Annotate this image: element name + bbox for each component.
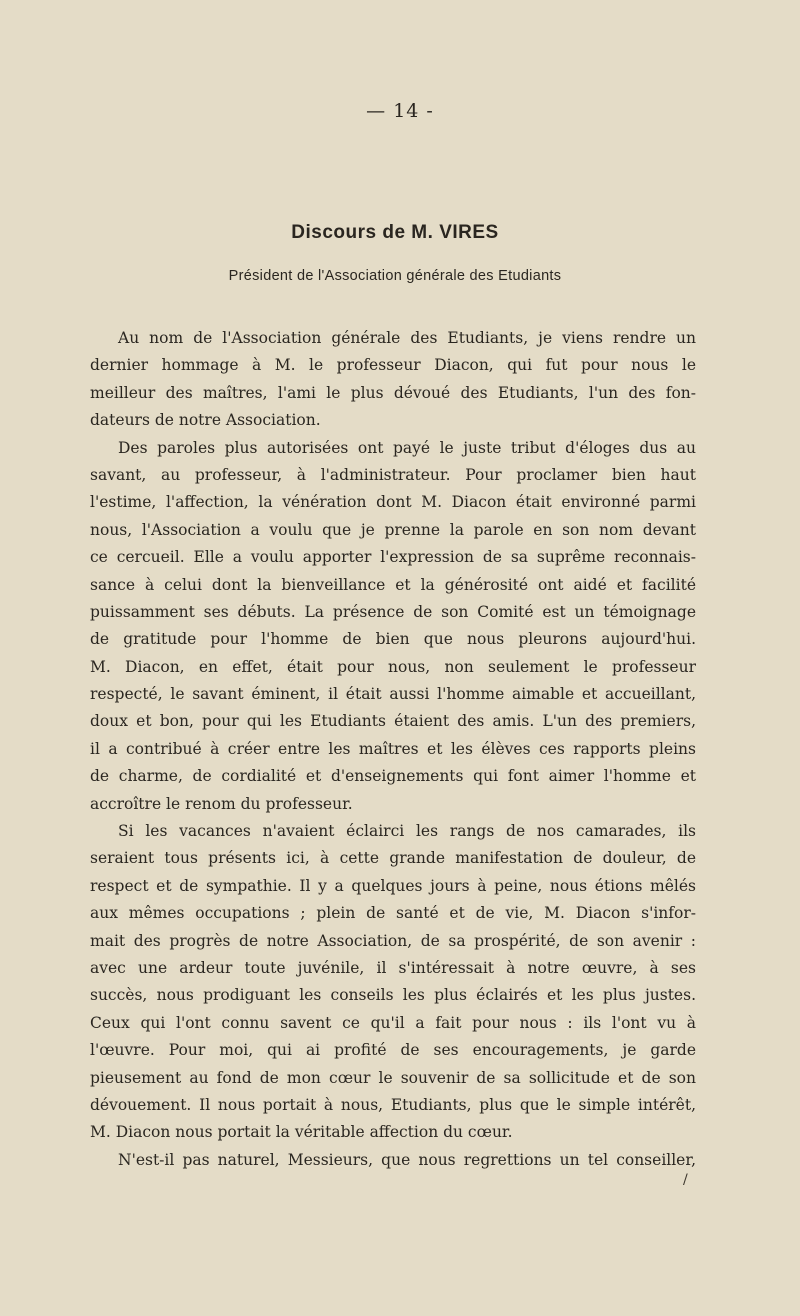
text-line: pieusement au fond de mon cœur le souvenir de sa sollicitude et de son: [90, 1068, 696, 1087]
text-line: meilleur des maîtres, l'ami le plus dévoué des Etudiants, l'un des fon-: [90, 383, 696, 402]
text-line: aux mêmes occupations ; plein de santé et de vie, M. Diacon s'infor-: [90, 904, 696, 923]
text-line: Au nom de l'Association générale des Etudiants, je viens rendre un: [118, 329, 696, 347]
speech-title: Discours de M. VIRES: [291, 222, 499, 243]
text-line: avec une ardeur toute juvénile, il s'intéressait à notre œuvre, à ses: [90, 958, 696, 977]
text-line: de charme, de cordialité et d'enseignements qui font aimer l'homme et: [90, 767, 696, 786]
text-line: succès, nous prodiguant les conseils les plus éclairés et les plus justes.: [90, 986, 696, 1005]
text-line: il a contribué à créer entre les maîtres et les élèves ces rapports pleins: [90, 739, 696, 758]
text-line: de gratitude pour l'homme de bien que nous pleurons aujourd'hui.: [90, 630, 696, 649]
text-line: accroître le renom du professeur.: [90, 794, 353, 813]
text-line: M. Diacon, en effet, était pour nous, non seulement le professeur: [90, 657, 696, 676]
text-line: N'est-il pas naturel, Messieurs, que nous regrettions un tel conseiller,: [118, 1150, 696, 1169]
stray-mark: /: [683, 1172, 688, 1188]
text-line: ce cercueil. Elle a voulu apporter l'expression de sa suprême reconnais-: [90, 548, 696, 567]
text-line: puissamment ses débuts. La présence de son Comité est un témoignage: [90, 602, 696, 621]
page-number: — 14 -: [366, 100, 434, 122]
text-line: dévouement. Il nous portait à nous, Etudiants, plus que le simple intérêt,: [90, 1095, 696, 1114]
speech-body: [90, 325, 696, 1174]
text-line: respecté, le savant éminent, il était aussi l'homme aimable et accueillant,: [90, 685, 696, 704]
text-line: l'estime, l'affection, la vénération dont M. Diacon était environné parmi: [90, 493, 696, 512]
speech-subtitle: Président de l'Association générale des Etudiants: [228, 268, 562, 284]
text-line: Si les vacances n'avaient éclairci les rangs de nos camarades, ils: [118, 822, 696, 841]
text-line: seraient tous présents ici, à cette grande manifestation de douleur, de: [90, 849, 696, 868]
text-line: Ceux qui l'ont connu savent ce qu'il a fait pour nous : ils l'ont vu à: [90, 1013, 696, 1032]
text-line: sance à celui dont la bienveillance et la générosité ont aidé et facilité: [90, 575, 696, 594]
text-line: dernier hommage à M. le professeur Diacon, qui fut pour nous le: [90, 356, 696, 375]
text-line: dateurs de notre Association.: [90, 411, 321, 430]
text-line: l'œuvre. Pour moi, qui ai profité de ses encouragements, je garde: [90, 1041, 696, 1060]
text-line: respect et de sympathie. Il y a quelques jours à peine, nous étions mêlés: [90, 876, 696, 895]
text-line: savant, au professeur, à l'administrateur. Pour proclamer bien haut: [90, 465, 696, 484]
text-line: doux et bon, pour qui les Etudiants étaient des amis. L'un des premiers,: [90, 712, 696, 731]
text-line: Des paroles plus autorisées ont payé le juste tribut d'éloges dus au: [118, 438, 696, 457]
text-line: nous, l'Association a voulu que je prenne la parole en son nom devant: [90, 520, 696, 539]
text-line: M. Diacon nous portait la véritable affection du cœur.: [90, 1123, 513, 1142]
text-line: mait des progrès de notre Association, de sa prospérité, de son avenir :: [90, 931, 696, 950]
